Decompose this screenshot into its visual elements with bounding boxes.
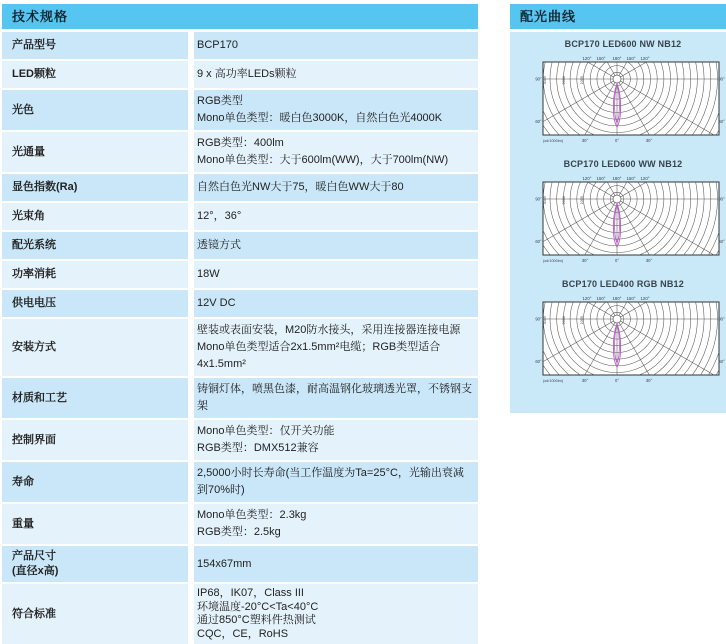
chart-axis-label: 1000: [580, 196, 584, 205]
spec-value-line: 12°，36°: [197, 210, 242, 222]
spec-value-material: [194, 378, 478, 418]
chart-axis-label: 150°: [626, 296, 636, 301]
chart-axis-label: 30°: [581, 378, 589, 383]
spec-label-power: [2, 261, 188, 288]
chart-axis-label: 30°: [645, 378, 653, 383]
spec-label-luminous-flux: [2, 132, 188, 172]
chart-axis-label: 150°: [596, 176, 606, 181]
chart-axis-label: 60°: [535, 239, 542, 244]
spec-value-line: 自然白色光NW大于75，暖白色WW大于80: [197, 181, 404, 193]
spec-label-line: 供电电压: [12, 297, 56, 309]
spec-value-line: 壁装或表面安装，M20防水接头，采用连接器连接电源: [197, 324, 461, 336]
chart-axis-label: 90°: [718, 76, 725, 82]
chart-axis-label: 150°: [626, 176, 636, 181]
spec-value-line: Mono单色类型：暖白色3000K，自然白色光4000K: [197, 112, 443, 124]
polar-diagram-svg: [535, 291, 725, 385]
chart-axis-label: 2000: [562, 76, 566, 85]
chart-axis-label: 180°: [612, 56, 622, 61]
spec-row-beam-angle: [2, 203, 478, 230]
chart-title: BCP170 LED600 NW NB12: [564, 39, 682, 49]
chart-axis-label: 150°: [596, 296, 606, 301]
chart-axis-label: 120°: [582, 56, 592, 61]
chart-axis-label: 120°: [640, 296, 650, 301]
spec-label-line: 重量: [12, 517, 34, 530]
spec-value-line: Mono单色类型：大于600lm(WW)，大于700lm(NW): [197, 154, 449, 166]
spec-value-line: 154x67mm: [197, 557, 252, 570]
spec-row-lifetime: [2, 462, 478, 502]
spec-label-standards: [2, 584, 188, 644]
photometric-section: [510, 4, 726, 413]
spec-value-beam-angle: [194, 203, 478, 230]
chart-axis-label: 30°: [645, 258, 653, 263]
spec-value-optical-system: [194, 232, 478, 259]
polar-diagram-svg: [535, 171, 725, 265]
spec-value-led-count: [194, 61, 478, 88]
spec-value-line: 透镜方式: [197, 239, 241, 251]
spec-label-weight: [2, 504, 188, 544]
photometric-chart-2: [510, 152, 726, 265]
spec-label-line: 控制界面: [12, 433, 56, 446]
chart-axis-label: 0°: [614, 378, 620, 383]
spec-label-line: 光束角: [12, 210, 45, 222]
spec-value-standards: [194, 584, 478, 644]
spec-value-line: RGB类型：400lm: [197, 137, 284, 149]
spec-value-line: 铸铜灯体，喷黑色漆，耐高温钢化玻璃透光罩，不锈钢支架: [197, 383, 472, 412]
spec-value-line: 12V DC: [197, 297, 236, 309]
chart-axis-label: 60°: [718, 119, 725, 124]
chart-axis-label: (cd/1000lm): [543, 139, 564, 143]
spec-value-line: 2,5000小时长寿命(当工作温度为Ta=25°C，光输出衰减到70%时): [197, 467, 464, 496]
spec-value-product-model: [194, 32, 478, 59]
spec-label-line: 材质和工艺: [12, 391, 67, 404]
spec-section-title: 技术规格: [2, 4, 478, 29]
chart-axis-label: 90°: [535, 76, 542, 82]
chart-axis-label: 90°: [535, 316, 542, 322]
chart-axis-label: 120°: [582, 176, 592, 181]
chart-axis-label: 1000: [580, 76, 584, 85]
spec-row-light-color: [2, 90, 478, 130]
chart-axis-label: 180°: [612, 296, 622, 301]
spec-row-mounting: [2, 319, 478, 376]
spec-label-line: 产品尺寸: [12, 550, 56, 562]
chart-axis-label: 2000: [562, 316, 566, 325]
spec-label-mounting: [2, 319, 188, 376]
polar-diagram-svg: [535, 51, 725, 145]
spec-value-power: [194, 261, 478, 288]
spec-value-line: Mono单色类型：2.3kg: [197, 509, 307, 521]
spec-label-line: 符合标准: [12, 607, 56, 620]
chart-axis-label: 3000: [543, 196, 547, 205]
spec-value-light-color: [194, 90, 478, 130]
chart-axis-label: 120°: [640, 56, 650, 61]
spec-label-optical-system: [2, 232, 188, 259]
chart-axis-label: 60°: [535, 119, 542, 124]
spec-value-cri: [194, 174, 478, 201]
spec-value-line: 18W: [197, 268, 220, 280]
chart-axis-label: 120°: [582, 296, 592, 301]
spec-label-line: 寿命: [12, 475, 34, 488]
spec-value-dimensions: [194, 546, 478, 582]
spec-value-control: [194, 420, 478, 460]
spec-label-line: 光色: [12, 103, 34, 116]
spec-label-line: 配光系统: [12, 239, 56, 251]
spec-row-material: [2, 378, 478, 418]
chart-axis-label: 120°: [640, 176, 650, 181]
spec-value-line: RGB类型: [197, 95, 243, 107]
spec-section: [2, 4, 478, 644]
chart-axis-label: 30°: [581, 258, 589, 263]
photometric-panel: [510, 32, 726, 413]
spec-label-led-count: [2, 61, 188, 88]
spec-label-line: 光通量: [12, 145, 45, 158]
chart-axis-label: 30°: [581, 138, 589, 143]
spec-value-line: 环境温度-20°C<Ta<40°C: [197, 600, 319, 613]
spec-value-line: RGB类型：2.5kg: [197, 526, 281, 538]
spec-row-voltage: [2, 290, 478, 317]
chart-axis-label: 60°: [718, 239, 725, 244]
chart-axis-label: 180°: [612, 176, 622, 181]
spec-value-luminous-flux: [194, 132, 478, 172]
chart-axis-label: 90°: [535, 196, 542, 202]
spec-label-product-model: [2, 32, 188, 59]
spec-value-line: RGB类型：DMX512兼容: [197, 442, 319, 454]
spec-value-line: Mono单色类型：仅开关功能: [197, 425, 335, 437]
chart-axis-label: 60°: [718, 359, 725, 364]
spec-label-line: 产品型号: [12, 39, 56, 51]
chart-axis-label: 3000: [543, 76, 547, 85]
spec-label-line: 安装方式: [12, 341, 56, 353]
spec-label-control: [2, 420, 188, 460]
spec-label-line: LED颗粒: [12, 68, 56, 80]
spec-value-line: Mono单色类型适合2x1.5mm²电缆；RGB类型适合4x1.5mm²: [197, 341, 441, 370]
chart-axis-label: 60°: [535, 359, 542, 364]
spec-value-line: 通过850°C塑料件热测试: [197, 614, 316, 626]
chart-axis-label: 3000: [543, 316, 547, 325]
spec-value-line: 9 x 高功率LEDs颗粒: [197, 68, 297, 80]
spec-value-line: IP68，IK07，Class III: [197, 587, 304, 599]
spec-label-lifetime: [2, 462, 188, 502]
spec-row-led-count: [2, 61, 478, 88]
spec-label-line: 显色指数(Ra): [12, 181, 78, 193]
spec-row-power: [2, 261, 478, 288]
photometric-section-title: 配光曲线: [510, 4, 726, 29]
spec-row-weight: [2, 504, 478, 544]
spec-row-optical-system: [2, 232, 478, 259]
chart-title: BCP170 LED600 WW NB12: [563, 159, 683, 169]
spec-label-line: 功率消耗: [12, 268, 56, 280]
spec-label-light-color: [2, 90, 188, 130]
spec-value-weight: [194, 504, 478, 544]
spec-value-voltage: [194, 290, 478, 317]
spec-row-standards: [2, 584, 478, 644]
chart-axis-label: 150°: [626, 56, 636, 61]
spec-row-product-model: [2, 32, 478, 59]
chart-title: BCP170 LED400 RGB NB12: [562, 279, 684, 289]
chart-axis-label: 150°: [596, 56, 606, 61]
spec-row-luminous-flux: [2, 132, 478, 172]
photometric-chart-1: [510, 32, 726, 145]
chart-axis-label: 90°: [718, 316, 725, 322]
spec-row-dimensions: [2, 546, 478, 582]
spec-label-cri: [2, 174, 188, 201]
spec-label-voltage: [2, 290, 188, 317]
chart-axis-label: 90°: [718, 196, 725, 202]
spec-label-material: [2, 378, 188, 418]
spec-table: [2, 32, 478, 644]
chart-axis-label: 1000: [580, 316, 584, 325]
spec-label-dimensions: [2, 546, 188, 582]
photometric-chart-3: [510, 272, 726, 385]
spec-label-line: (直径x高): [12, 565, 59, 577]
spec-value-line: BCP170: [197, 39, 238, 51]
spec-row-cri: [2, 174, 478, 201]
chart-axis-label: 30°: [645, 138, 653, 143]
spec-row-control: [2, 420, 478, 460]
spec-label-beam-angle: [2, 203, 188, 230]
chart-axis-label: (cd/1000lm): [543, 259, 564, 263]
spec-value-mounting: [194, 319, 478, 376]
chart-axis-label: 0°: [614, 258, 620, 263]
chart-axis-label: (cd/1000lm): [543, 379, 564, 383]
chart-axis-label: 0°: [614, 138, 620, 143]
spec-value-lifetime: [194, 462, 478, 502]
chart-axis-label: 2000: [562, 196, 566, 205]
spec-value-line: CQC，CE，RoHS: [197, 627, 289, 640]
